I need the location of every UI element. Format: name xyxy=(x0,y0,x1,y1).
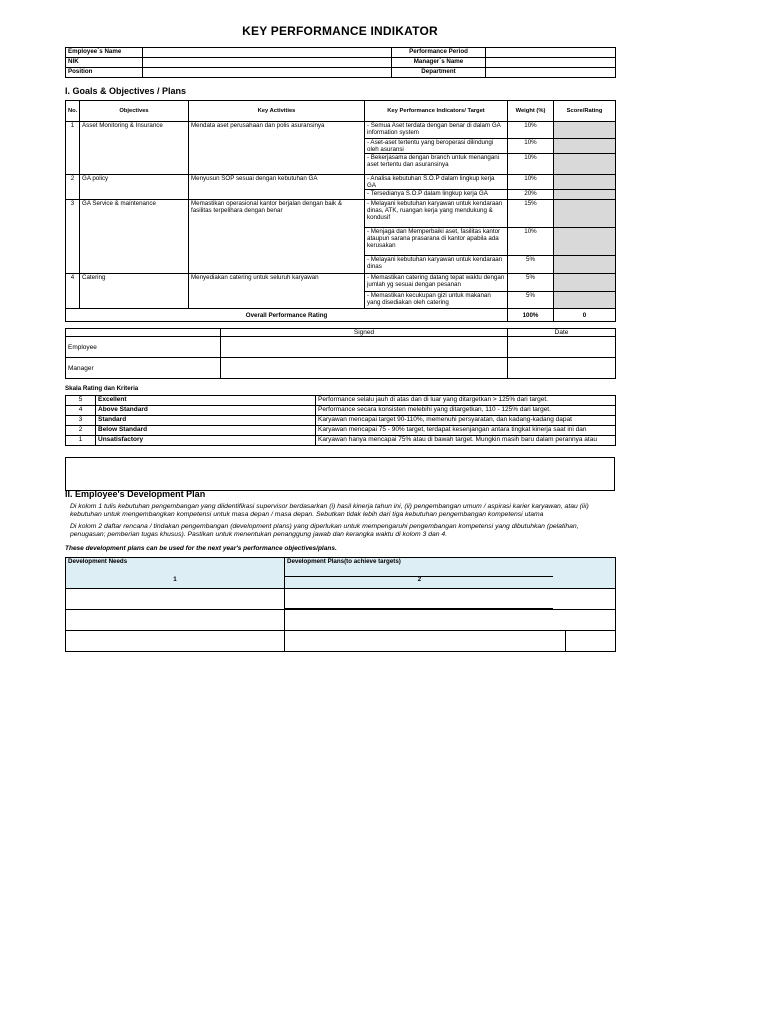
performance-period-field[interactable] xyxy=(486,48,616,58)
divider xyxy=(284,608,553,609)
development-needs-label: Development Needs xyxy=(68,558,128,565)
goal-kpi: - Memastikan catering datang tepat waktu dengan jumlah yg sesuai dengan pesanan xyxy=(365,274,508,292)
rating-score: 2 xyxy=(66,426,96,436)
goal-kpi: - Bekerjasama dengan branch untuk menangani aset tertentu dan asuransinya xyxy=(365,154,508,175)
development-needs-header xyxy=(66,558,285,589)
goal-score-cell[interactable] xyxy=(554,200,616,228)
development-header-row xyxy=(66,558,616,589)
signoff-table xyxy=(65,328,616,379)
goal-objective: Catering xyxy=(80,274,189,309)
table-row xyxy=(66,274,616,292)
position-label: Position xyxy=(66,68,143,78)
goal-no: 4 xyxy=(66,274,80,309)
rating-description: Karyawan mencapai target 90-110%, memenuhi persyaratan, dan kadang-kadang dapat xyxy=(316,416,616,426)
goals-table xyxy=(65,100,616,322)
rating-row xyxy=(66,436,616,446)
table-row xyxy=(66,200,616,228)
manager-name-label: Manager`s Name xyxy=(392,58,486,68)
goal-kpi: - Tersedianya S.O.P dalam lingkup kerja GA xyxy=(365,190,508,200)
goal-weight: 5% xyxy=(508,274,554,292)
manager-signature-field[interactable] xyxy=(221,358,508,379)
development-note: These development plans can be used for the next year's performance objectives/plans. xyxy=(65,545,337,552)
column-number-2: 2 xyxy=(417,576,422,583)
overall-rating-label: Overall Performance Rating xyxy=(66,309,508,322)
goal-kpi: - Memastikan kecukupan gizi untuk makanan yang disediakan oleh catering xyxy=(365,292,508,309)
table-row xyxy=(66,631,616,652)
goal-no: 3 xyxy=(66,200,80,274)
goal-objective: GA Service & maintenance xyxy=(80,200,189,274)
goal-activity: Mendata aset perusahaan dan polis asuransinya xyxy=(189,122,365,175)
goal-score-cell[interactable] xyxy=(554,190,616,200)
goal-kpi: - Semua Aset terdata dengan benar di dalam GA information system xyxy=(365,122,508,139)
info-row xyxy=(66,58,616,68)
col-kpi-header: Key Performance Indicators/ Target xyxy=(365,101,508,122)
divider xyxy=(284,576,553,577)
goal-activity: Menyediakan catering untuk seluruh karyawan xyxy=(189,274,365,309)
table-row xyxy=(66,122,616,139)
employee-name-label: Employee`s Name xyxy=(66,48,143,58)
rating-scale-caption: Skala Rating dan Kriteria xyxy=(65,385,139,392)
goal-score-cell[interactable] xyxy=(554,228,616,256)
col-activities-header: Key Activities xyxy=(189,101,365,122)
department-label: Department xyxy=(392,68,486,78)
development-plan-cell[interactable] xyxy=(285,589,616,610)
goal-score-cell[interactable] xyxy=(554,175,616,190)
goal-kpi: - Analisa kebutuhan S.O.P dalam lingkup kerja GA xyxy=(365,175,508,190)
development-extra-cell[interactable] xyxy=(566,631,616,652)
employee-date-field[interactable] xyxy=(508,337,616,358)
development-instruction-2: Di kolom 2 daftar rencana / tindakan pengembangan (development plans) yang diperlukan untuk mempengaruhi pengembangan kompetensi yang dibutuhkan (pelatihan, penugasan; pemberian tugas khusus). Pastikan untuk menentukan penanggung jawab dan kerangka waktu di kolom 3 dan 4. xyxy=(70,523,579,538)
rating-score: 1 xyxy=(66,436,96,446)
col-no-header: No. xyxy=(66,101,80,122)
goal-kpi: - Melayani kebutuhan karyawan untuk kendaraan dinas xyxy=(365,256,508,274)
col-score-header: Score/Rating xyxy=(554,101,616,122)
goal-kpi: - Melayani kebutuhan karyawan untuk kendaraan dinas, ATK, ruangan kerja yang mendukung & kondusif xyxy=(365,200,508,228)
table-row xyxy=(66,175,616,190)
rating-description: Performance secara konsisten melebihi yang ditargetkan, 110 - 125% dari target. xyxy=(316,406,616,416)
employee-info-table xyxy=(65,47,616,78)
rating-label: Excellent xyxy=(96,396,316,406)
goal-objective: GA policy xyxy=(80,175,189,200)
col-objectives-header: Objectives xyxy=(80,101,189,122)
goals-section-title: I. Goals & Objectives / Plans xyxy=(65,86,187,96)
goal-kpi: - Aset-aset tertentu yang beroperasi dilindungi oleh asuransi xyxy=(365,139,508,154)
signed-header: Signed xyxy=(221,329,508,337)
rating-score: 4 xyxy=(66,406,96,416)
goal-no: 2 xyxy=(66,175,80,200)
goal-score-cell[interactable] xyxy=(554,154,616,175)
goal-weight: 20% xyxy=(508,190,554,200)
overall-score: 0 xyxy=(554,309,616,322)
goal-kpi: - Menjaga dan Memperbaiki aset, fasilitas kantor ataupun sarana prasarana di kantor apabila ada kerusakan xyxy=(365,228,508,256)
rating-description: Karyawan hanya mencapai 75% atau di bawah target. Mungkin masih baru dalam perannya atau xyxy=(316,436,616,446)
rating-row xyxy=(66,426,616,436)
col-weight-header: Weight (%) xyxy=(508,101,554,122)
performance-period-label: Performance Period xyxy=(392,48,486,58)
document-title: KEY PERFORMANCE INDIKATOR xyxy=(242,24,438,38)
overall-rating-row xyxy=(66,309,616,322)
rating-row xyxy=(66,396,616,406)
signoff-blank xyxy=(66,329,221,337)
rating-label: Below Standard xyxy=(96,426,316,436)
goal-weight: 10% xyxy=(508,122,554,139)
date-header: Date xyxy=(508,329,616,337)
employee-name-field[interactable] xyxy=(143,48,392,58)
goal-weight: 15% xyxy=(508,200,554,228)
rating-description: Performance selalu jauh di atas dan di luar yang ditargetkan > 125% dari target. xyxy=(316,396,616,406)
goal-score-cell[interactable] xyxy=(554,256,616,274)
development-need-cell[interactable] xyxy=(66,631,285,652)
rating-label: Unsatisfactory xyxy=(96,436,316,446)
rating-score: 5 xyxy=(66,396,96,406)
info-row xyxy=(66,68,616,78)
info-row xyxy=(66,48,616,58)
development-plans-header xyxy=(285,558,616,589)
goal-score-cell[interactable] xyxy=(554,139,616,154)
rating-scale-table xyxy=(65,395,616,446)
goal-weight: 10% xyxy=(508,154,554,175)
position-field[interactable] xyxy=(143,68,392,78)
employee-signature-field[interactable] xyxy=(221,337,508,358)
goal-no: 1 xyxy=(66,122,80,175)
rating-row xyxy=(66,406,616,416)
development-plan-cell[interactable] xyxy=(285,610,616,631)
rating-label: Above Standard xyxy=(96,406,316,416)
nik-label: NIK xyxy=(66,58,143,68)
manager-name-field[interactable] xyxy=(486,58,616,68)
manager-date-field[interactable] xyxy=(508,358,616,379)
goal-score-cell[interactable] xyxy=(554,292,616,309)
goal-score-cell[interactable] xyxy=(554,274,616,292)
table-row xyxy=(66,610,616,631)
manager-sign-label: Manager xyxy=(66,358,221,379)
employee-sign-label: Employee xyxy=(66,337,221,358)
rating-score: 3 xyxy=(66,416,96,426)
development-plans-label: Development Plans(to achieve targets) xyxy=(287,558,401,565)
goals-header-row xyxy=(66,101,616,122)
goal-weight: 10% xyxy=(508,175,554,190)
goal-weight: 10% xyxy=(508,228,554,256)
goal-score-cell[interactable] xyxy=(554,122,616,139)
overall-weight: 100% xyxy=(508,309,554,322)
column-number-1: 1 xyxy=(173,576,177,583)
signoff-row xyxy=(66,358,616,379)
development-need-cell[interactable] xyxy=(66,610,285,631)
development-need-cell[interactable] xyxy=(66,589,285,610)
signoff-row xyxy=(66,337,616,358)
goal-weight: 10% xyxy=(508,139,554,154)
signoff-header-row xyxy=(66,329,616,337)
development-instruction-1: Di kolom 1 tulis kebutuhan pengembangan yang diidentifikasi supervisor berdasarkan (i) hasil kinerja tahun ini, (ii) pengembangan umum / aspirasi karier karyawan, atau (iii) kebutuhan untuk mengembangkan kompetensi untuk masa depan / masa depan. Sebutkan tidak lebih dari tiga kebutuhan pengembangan kompetensi utama xyxy=(70,503,589,518)
department-field[interactable] xyxy=(486,68,616,78)
table-row xyxy=(66,589,616,610)
goal-activity: Menyusun SOP sesuai dengan kebutuhan GA xyxy=(189,175,365,200)
goal-objective: Asset Monitoring & Insurance xyxy=(80,122,189,175)
goal-weight: 5% xyxy=(508,256,554,274)
notes-box[interactable] xyxy=(65,457,615,491)
rating-row xyxy=(66,416,616,426)
goal-activity: Memastikan operasional kantor berjalan dengan baik & fasilitas terpelihara dengan benar xyxy=(189,200,365,274)
rating-label: Standard xyxy=(96,416,316,426)
nik-field[interactable] xyxy=(143,58,392,68)
goal-weight: 5% xyxy=(508,292,554,309)
development-plan-table xyxy=(65,557,616,652)
development-section-title: II. Employee's Development Plan xyxy=(65,489,206,499)
development-plan-cell[interactable] xyxy=(285,631,566,652)
rating-description: Karyawan mencapai 75 - 90% target, terdapat kesenjangan antara tingkat kinerja saat ini dan xyxy=(316,426,616,436)
